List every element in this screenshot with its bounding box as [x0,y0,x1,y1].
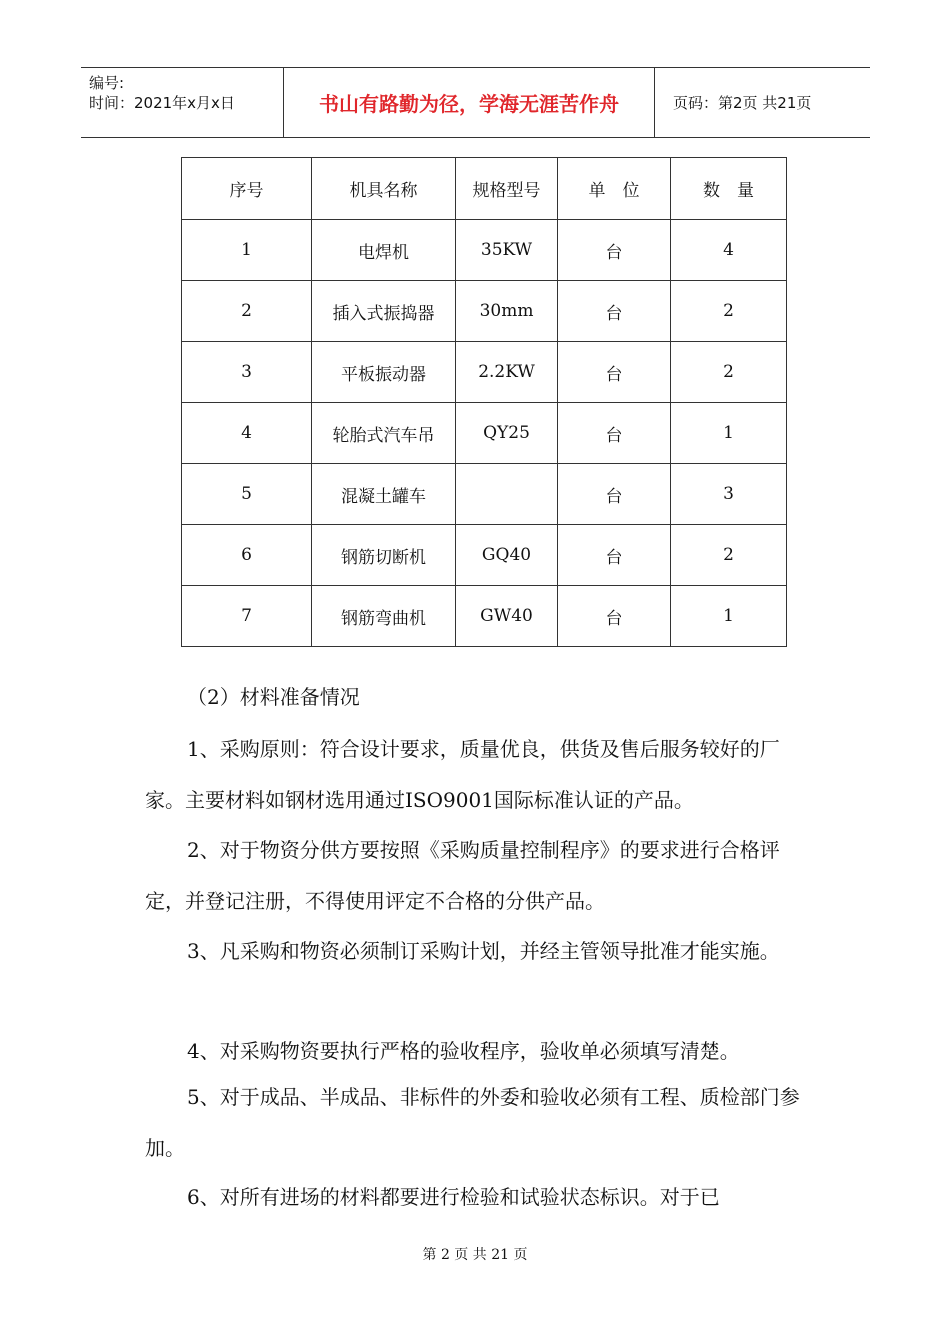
cell-name: 电焊机 [312,220,456,281]
cell-index: 4 [182,403,312,464]
cell-index: 2 [182,281,312,342]
cell-qty: 2 [671,525,787,586]
table-row [182,281,787,342]
paragraph-3: 3、凡采购和物资必须制订采购计划，并经主管领导批准才能实施。 [187,939,780,963]
doc-number-label: 编号: [89,74,125,92]
table-row [182,586,787,647]
time-label: 时间：2021年x月x日 [89,94,235,112]
header-meta [81,68,284,137]
cell-unit: 台 [558,220,671,281]
header-cell: 机具名称 [312,158,456,220]
cell-name: 钢筋弯曲机 [312,586,456,647]
page-label-text: 页码：第2页 共21页 [673,94,812,112]
cell-unit: 台 [558,464,671,525]
page-footer: 第 2 页 共 21 页 [422,1247,528,1263]
cell-qty: 1 [671,403,787,464]
cell-unit: 台 [558,403,671,464]
cell-spec: GW40 [456,586,558,647]
cell-name: 钢筋切断机 [312,525,456,586]
table-row [182,342,787,403]
paragraph-2: 2、对于物资分供方要按照《采购质量控制程序》的要求进行合格评定，并登记注册，不得使用评定不合格的分供产品。 [145,838,780,913]
cell-qty: 2 [671,281,787,342]
cell-unit: 台 [558,342,671,403]
cell-index: 3 [182,342,312,403]
cell-spec [456,464,558,525]
equipment-table [181,157,787,647]
paragraph-4: 4、对采购物资要执行严格的验收程序，验收单必须填写清楚。 [187,1039,740,1063]
cell-spec: 30mm [456,281,558,342]
cell-qty: 2 [671,342,787,403]
header-motto: 书山有路勤为径，学海无涯苦作舟 [284,68,655,137]
header-cell: 数 量 [671,158,787,220]
paragraph-5: 5、对于成品、半成品、非标件的外委和验收必须有工程、质检部门参加。 [145,1085,800,1160]
cell-name: 轮胎式汽车吊 [312,403,456,464]
section-title: （2）材料准备情况 [187,685,360,709]
cell-unit: 台 [558,586,671,647]
header-cell: 单 位 [558,158,671,220]
header-cell: 序号 [182,158,312,220]
cell-spec: GQ40 [456,525,558,586]
table-row [182,403,787,464]
cell-name: 平板振动器 [312,342,456,403]
table-row [182,464,787,525]
header-page-label [665,68,870,137]
cell-spec: 35KW [456,220,558,281]
cell-index: 7 [182,586,312,647]
cell-unit: 台 [558,525,671,586]
cell-qty: 4 [671,220,787,281]
page-header [81,67,870,138]
cell-spec: QY25 [456,403,558,464]
cell-name: 混凝土罐车 [312,464,456,525]
table-row [182,220,787,281]
cell-name: 插入式振捣器 [312,281,456,342]
header-cell: 规格型号 [456,158,558,220]
paragraph-1: 1、采购原则：符合设计要求，质量优良，供货及售后服务较好的厂家。主要材料如钢材选用通过ISO9001国际标准认证的产品。 [145,737,780,812]
table-row [182,525,787,586]
cell-qty: 1 [671,586,787,647]
cell-index: 5 [182,464,312,525]
cell-qty: 3 [671,464,787,525]
cell-spec: 2.2KW [456,342,558,403]
cell-index: 6 [182,525,312,586]
cell-index: 1 [182,220,312,281]
table-header-row [182,158,787,220]
paragraph-6: 6、对所有进场的材料都要进行检验和试验状态标识。对于已 [187,1185,720,1209]
cell-unit: 台 [558,281,671,342]
